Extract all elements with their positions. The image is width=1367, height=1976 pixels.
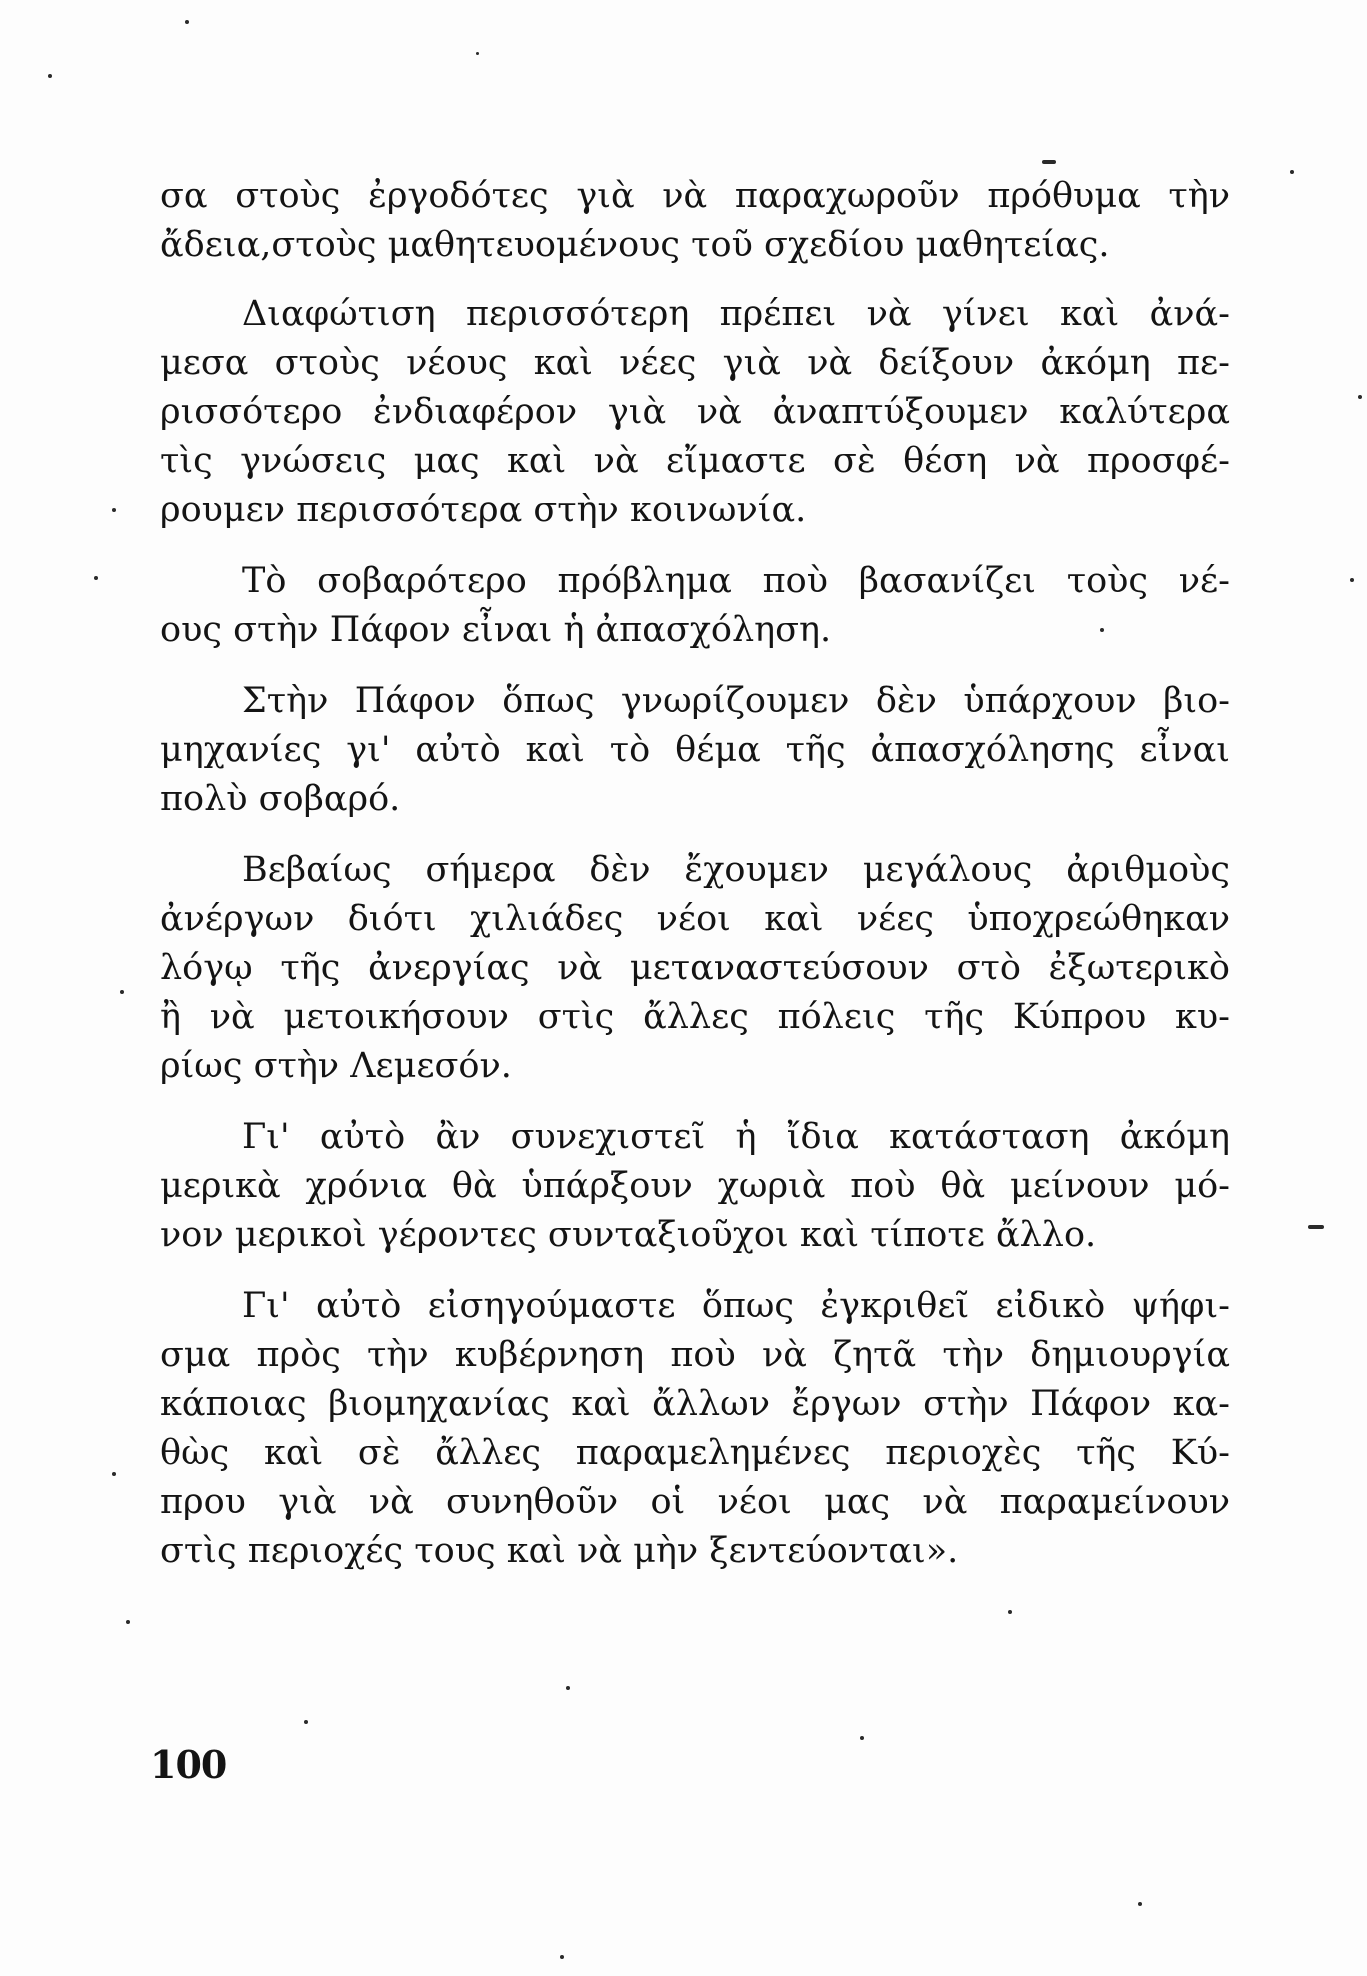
scan-speck <box>1358 395 1362 399</box>
scan-speck <box>126 1620 130 1624</box>
text-line: μηχανίες γι' αὐτὸ καὶ τὸ θέμα τῆς ἀπασχόλησης εἶναι <box>160 730 1230 770</box>
paragraph <box>160 677 1230 824</box>
scan-speck <box>1008 1610 1012 1614</box>
text-line: Γι' αὐτὸ εἰσηγούμαστε ὅπως ἐγκριθεῖ εἰδικὸ ψήφι- <box>242 1286 1230 1326</box>
scan-speck <box>1100 628 1104 632</box>
paragraph <box>160 557 1230 655</box>
text-line: ρίως στὴν Λεμεσόν. <box>160 1046 512 1086</box>
scan-speck <box>112 1472 116 1476</box>
scan-speck <box>120 990 124 994</box>
scan-speck <box>94 576 98 580</box>
text-line: ρισσότερο ἐνδιαφέρον γιὰ νὰ ἀναπτύξουμεν καλύτερα <box>160 392 1230 432</box>
text-line: κάποιας βιομηχανίας καὶ ἄλλων ἔργων στὴν Πάφον κα- <box>160 1384 1230 1424</box>
paragraph <box>160 290 1230 535</box>
scan-speck <box>304 1720 308 1724</box>
scan-speck <box>1350 578 1354 582</box>
text-line: ρουμεν περισσότερα στὴν κοινωνία. <box>160 490 807 530</box>
text-line: Τὸ σοβαρότερο πρόβλημα ποὺ βασανίζει τοὺς νέ- <box>242 561 1230 601</box>
paragraph <box>160 1113 1230 1260</box>
paragraph <box>160 172 1230 270</box>
text-line: ους στὴν Πάφον εἶναι ἡ ἀπασχόληση. <box>160 610 832 650</box>
scan-speck <box>476 52 479 55</box>
text-line: Στὴν Πάφον ὅπως γνωρίζουμεν δὲν ὑπάρχουν βιο- <box>242 681 1230 721</box>
text-line: νον μερικοὶ γέροντες συνταξιοῦχοι καὶ τίποτε ἄλλο. <box>160 1215 1097 1255</box>
text-line: θὼς καὶ σὲ ἄλλες παραμελημένες περιοχὲς τῆς Κύ- <box>160 1433 1230 1473</box>
page-number: 100 <box>150 1742 227 1787</box>
paragraph <box>160 846 1230 1091</box>
scan-speck <box>860 1736 864 1740</box>
text-line: σα στοὺς ἐργοδότες γιὰ νὰ παραχωροῦν πρόθυμα τὴν <box>160 176 1230 216</box>
scan-speck <box>1042 160 1056 164</box>
text-line: ἢ νὰ μετοικήσουν στὶς ἄλλες πόλεις τῆς Κύπρου κυ- <box>160 997 1230 1037</box>
text-line: πολὺ σοβαρό. <box>160 779 401 819</box>
text-line: μερικὰ χρόνια θὰ ὑπάρξουν χωριὰ ποὺ θὰ μείνουν μό- <box>160 1166 1230 1206</box>
text-line: ἀνέργων διότι χιλιάδες νέοι καὶ νέες ὑποχρεώθηκαν <box>160 899 1230 939</box>
text-line: λόγῳ τῆς ἀνεργίας νὰ μεταναστεύσουν στὸ ἐξωτερικὸ <box>160 948 1230 988</box>
text-line: τὶς γνώσεις μας καὶ νὰ εἴμαστε σὲ θέση νὰ προσφέ- <box>160 441 1230 481</box>
text-line: Διαφώτιση περισσότερη πρέπει νὰ γίνει καὶ ἀνά- <box>242 294 1230 334</box>
text-line: Βεβαίως σήμερα δὲν ἔχουμεν μεγάλους ἀριθμοὺς <box>242 850 1230 890</box>
scan-speck <box>1290 170 1294 174</box>
text-line: μεσα στοὺς νέους καὶ νέες γιὰ νὰ δείξουν ἀκόμη πε- <box>160 343 1230 383</box>
scan-speck <box>566 1686 570 1690</box>
scan-speck <box>112 508 116 512</box>
text-line: ἄδεια,στοὺς μαθητευομένους τοῦ σχεδίου μαθητείας. <box>160 225 1110 265</box>
text-line: στὶς περιοχές τους καὶ νὰ μὴν ξεντεύονται». <box>160 1531 959 1571</box>
scan-speck <box>48 74 52 78</box>
scan-speck <box>185 20 189 24</box>
body-text <box>160 172 1230 1576</box>
scan-speck <box>1138 1902 1142 1906</box>
text-line: πρου γιὰ νὰ συνηθοῦν οἱ νέοι μας νὰ παραμείνουν <box>160 1482 1230 1522</box>
scan-speck <box>1308 1225 1324 1229</box>
paragraph <box>160 1282 1230 1576</box>
text-line: Γι' αὐτὸ ἂν συνεχιστεῖ ἡ ἴδια κατάσταση ἀκόμη <box>242 1117 1230 1157</box>
scan-speck <box>560 1955 564 1959</box>
text-line: σμα πρὸς τὴν κυβέρνηση ποὺ νὰ ζητᾶ τὴν δημιουργία <box>160 1335 1230 1375</box>
